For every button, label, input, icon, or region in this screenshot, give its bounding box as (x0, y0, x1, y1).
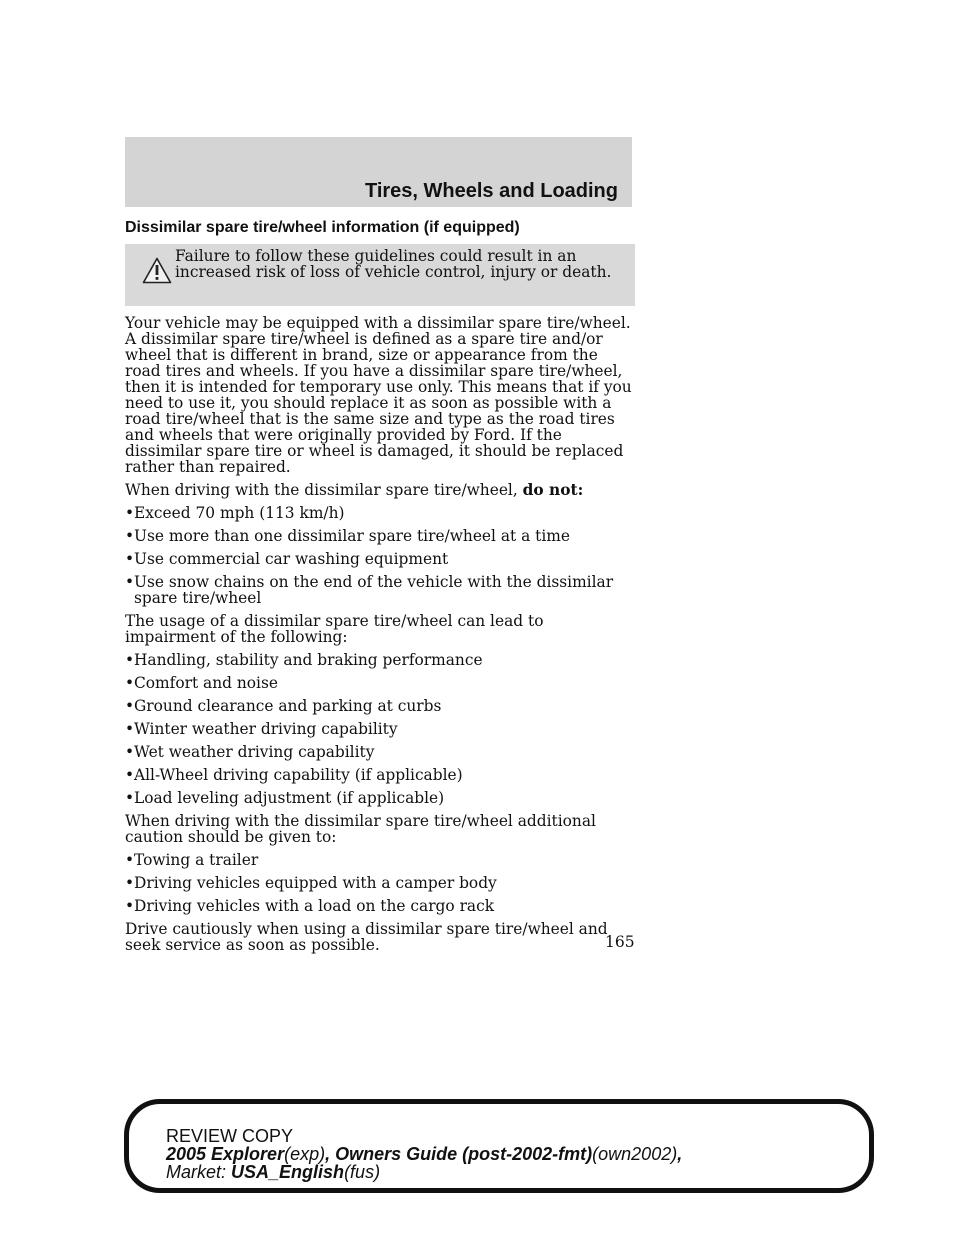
impairment-lead: The usage of a dissimilar spare tire/wheel can lead to impairment of the following: (125, 612, 544, 646)
section-header-band (125, 137, 632, 207)
list-item: • Winter weather driving capability (125, 721, 635, 737)
footer-market: USA_English (231, 1162, 345, 1182)
closing-paragraph: Drive cautiously when using a dissimilar spare tire/wheel and seek service as soon as possible. (125, 920, 608, 954)
donot-lead (125, 482, 635, 498)
donot-lead-text: When driving with the dissimilar spare tire/wheel, (125, 481, 518, 499)
list-item: • Comfort and noise (125, 675, 635, 691)
footer-sep-2: , (677, 1144, 683, 1164)
footer-model: 2005 Explorer (166, 1144, 285, 1164)
footer-market-code: (fus) (344, 1162, 381, 1182)
list-item: • Use snow chains on the end of the vehicle with the dissimilar spare tire/wheel (125, 574, 635, 606)
page-content (125, 219, 635, 960)
footer-model-line (166, 1145, 682, 1163)
list-item: • Ground clearance and parking at curbs (125, 698, 635, 714)
footer-guide: Owners Guide (post-2002-fmt) (335, 1144, 593, 1164)
footer-text (166, 1127, 682, 1181)
intro-paragraph: Your vehicle may be equipped with a dissimilar spare tire/wheel. A dissimilar spare tire/wheel is defined as a spare tire and/or wheel that is different in brand, size or appearance from the road tires and wheels. If you have a dissimilar spare tire/wheel, then it is intended for temporary use only. This means that if you need to use it, you should replace it as soon as possible with a road tire/wheel that is the same size and type as the road tires and wheels that were originally provided by Ford. If the dissimilar spare tire or wheel is damaged, it should be replaced rather than repaired. (125, 314, 632, 476)
page-number: 165 (605, 933, 635, 951)
chapter-title: Tires, Wheels and Loading (364, 180, 618, 202)
caution-lead: When driving with the dissimilar spare tire/wheel additional caution should be given to: (125, 812, 596, 846)
footer-market-label: Market: (166, 1162, 227, 1182)
list-item: • Handling, stability and braking performance (125, 652, 635, 668)
footer-sep-1: , (325, 1144, 336, 1164)
footer-guide-code: (own2002) (592, 1144, 678, 1164)
list-item: • Use commercial car washing equipment (125, 551, 635, 567)
review-copy-footer (124, 1099, 874, 1193)
section-heading: Dissimilar spare tire/wheel information (if equipped) (125, 219, 520, 236)
list-item: • Towing a trailer (125, 852, 635, 868)
list-item: • Driving vehicles equipped with a camper body (125, 875, 635, 891)
list-item: • Exceed 70 mph (113 km/h) (125, 505, 635, 521)
list-item: • Driving vehicles with a load on the cargo rack (125, 898, 635, 914)
footer-market-line (166, 1163, 682, 1181)
list-item: • Use more than one dissimilar spare tire/wheel at a time (125, 528, 635, 544)
warning-box (125, 244, 635, 306)
review-copy-label: REVIEW COPY (166, 1126, 294, 1146)
list-item: • Load leveling adjustment (if applicable) (125, 790, 635, 806)
list-item: • All-Wheel driving capability (if applicable) (125, 767, 635, 783)
footer-model-code: (exp) (284, 1144, 326, 1164)
warning-triangle-icon (142, 257, 172, 284)
list-item: • Wet weather driving capability (125, 744, 635, 760)
warning-text: Failure to follow these guidelines could result in an increased risk of loss of vehicle control, injury or death. (175, 247, 612, 281)
donot-bold: do not: (522, 481, 584, 499)
